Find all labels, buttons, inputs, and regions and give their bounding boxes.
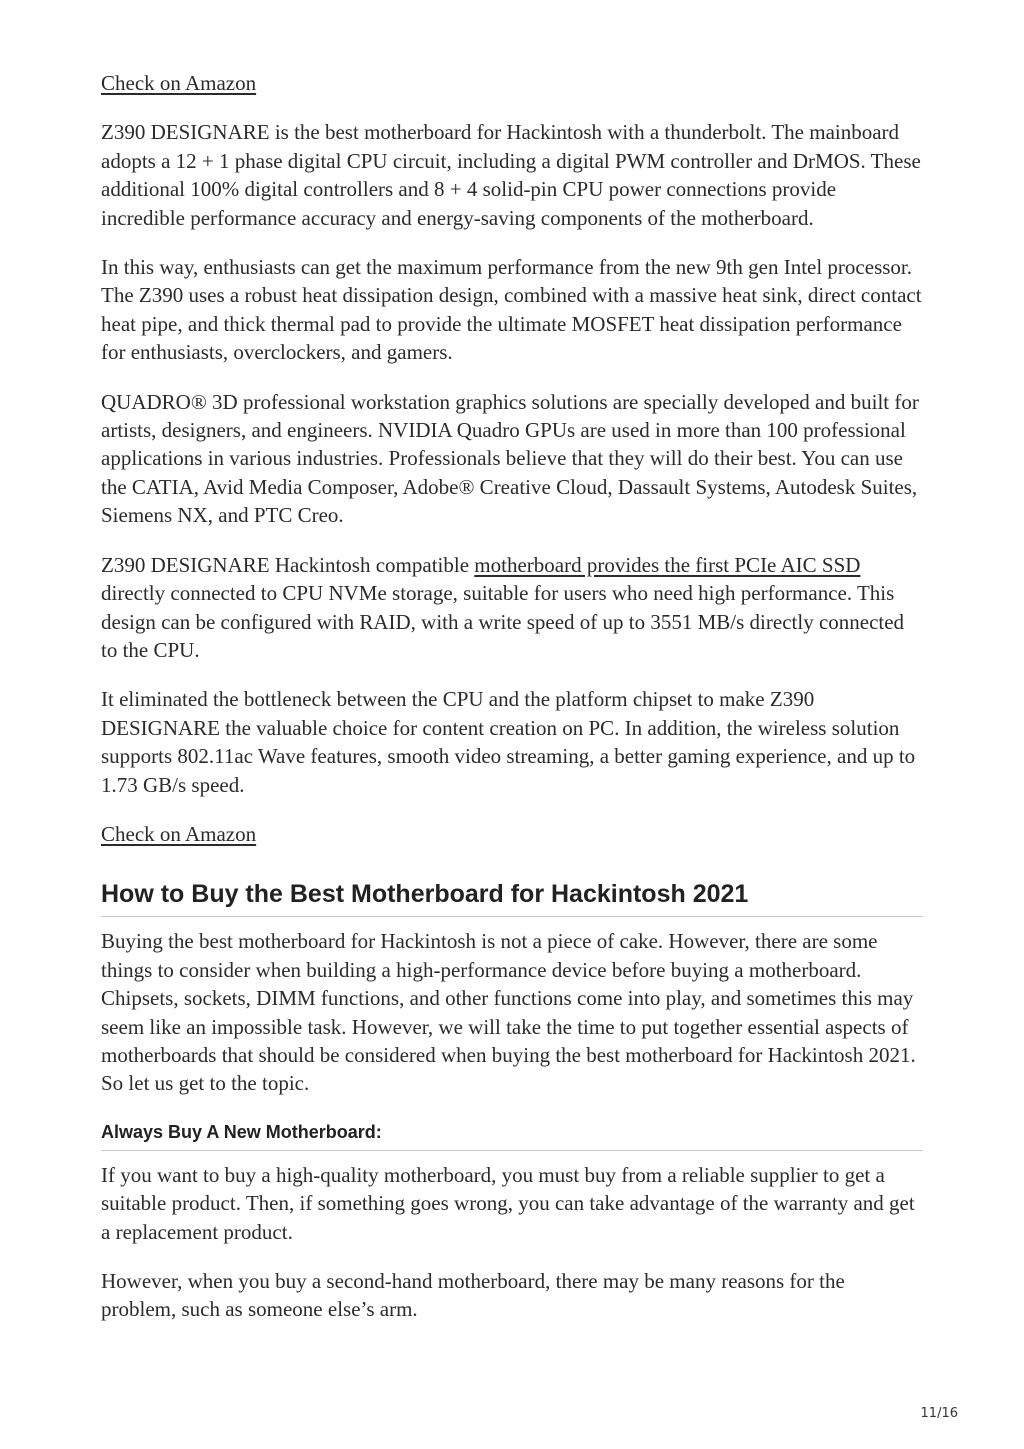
paragraph-buying-guide: Buying the best motherboard for Hackintosh is not a piece of cake. However, there are some things to consider when building a high-performance device before buying a motherboard. Chipsets, sockets, DIMM functions, and other functions come into play, and sometimes this may seem like an impossible task. However, we will take the time to put together essential aspects of motherboards that should be considered when buying the best motherboard for Hackintosh 2021. So let us get to the topic. bbox=[101, 929, 916, 1096]
section-heading-buy-guide: How to Buy the Best Motherboard for Hackintosh 2021 bbox=[101, 878, 923, 917]
subheading-always-new: Always Buy A New Motherboard: bbox=[101, 1120, 923, 1151]
paragraph-heat-dissipation: In this way, enthusiasts can get the maximum performance from the new 9th gen Intel processor. The Z390 uses a robust heat dissipation design, combined with a massive heat sink, direct contact heat pipe, and thick thermal pad to provide the ultimate MOSFET heat dissipation performance for enthusiasts, overclockers, and gamers. bbox=[101, 255, 922, 365]
paragraph-quadro: QUADRO® 3D professional workstation graphics solutions are specially developed and built for artists, designers, and engineers. NVIDIA Quadro GPUs are used in more than 100 professional applications in various industries. Professionals believe that they will do their best. You can use the CATIA, Avid Media Composer, Adobe® Creative Cloud, Dassault Systems, Autodesk Suites, Siemens NX, and PTC Creo. bbox=[101, 389, 919, 528]
paragraph-pcie-ssd-text-before: Z390 DESIGNARE Hackintosh compatible bbox=[101, 552, 475, 577]
document-page bbox=[101, 69, 923, 1345]
paragraph-z390-intro: Z390 DESIGNARE is the best motherboard for Hackintosh with a thunderbolt. The mainboard adopts a 12 + 1 phase digital CPU circuit, including a digital PWM controller and DrMOS. These additional 100% digital controllers and 8 + 4 solid-pin CPU power connections provide incredible performance accuracy and energy-saving components of the motherboard. bbox=[101, 120, 921, 230]
check-on-amazon-link[interactable]: Check on Amazon bbox=[101, 821, 257, 846]
pcie-aic-ssd-link[interactable]: motherboard provides the first PCIe AIC SSD bbox=[474, 552, 861, 577]
page-number: 11/16 bbox=[920, 1406, 958, 1421]
paragraph-pcie-ssd-text-after: directly connected to CPU NVMe storage, suitable for users who need high performance. This design can be configured with RAID, with a write speed of up to 3551 MB/s directly connected to the CPU. bbox=[101, 581, 905, 662]
check-on-amazon-link[interactable]: Check on Amazon bbox=[101, 71, 257, 95]
paragraph-second-hand: However, when you buy a second-hand motherboard, there may be many reasons for the problem, such as someone else’s arm. bbox=[101, 1269, 845, 1322]
amazon-link-paragraph-bottom bbox=[101, 820, 923, 848]
paragraph-reliable-supplier: If you want to buy a high-quality motherboard, you must buy from a reliable supplier to get a suitable product. Then, if something goes wrong, you can take advantage of the warranty and get a replacement product. bbox=[101, 1162, 915, 1244]
paragraph-pcie-ssd bbox=[101, 551, 923, 665]
paragraph-bottleneck: It eliminated the bottleneck between the CPU and the platform chipset to make Z390 DESIGNARE the valuable choice for content creation on PC. In addition, the wireless solution supports 802.11ac Wave features, smooth video streaming, a better gaming experience, and up to 1.73 GB/s speed. bbox=[101, 687, 916, 797]
amazon-link-paragraph-top bbox=[101, 69, 923, 97]
